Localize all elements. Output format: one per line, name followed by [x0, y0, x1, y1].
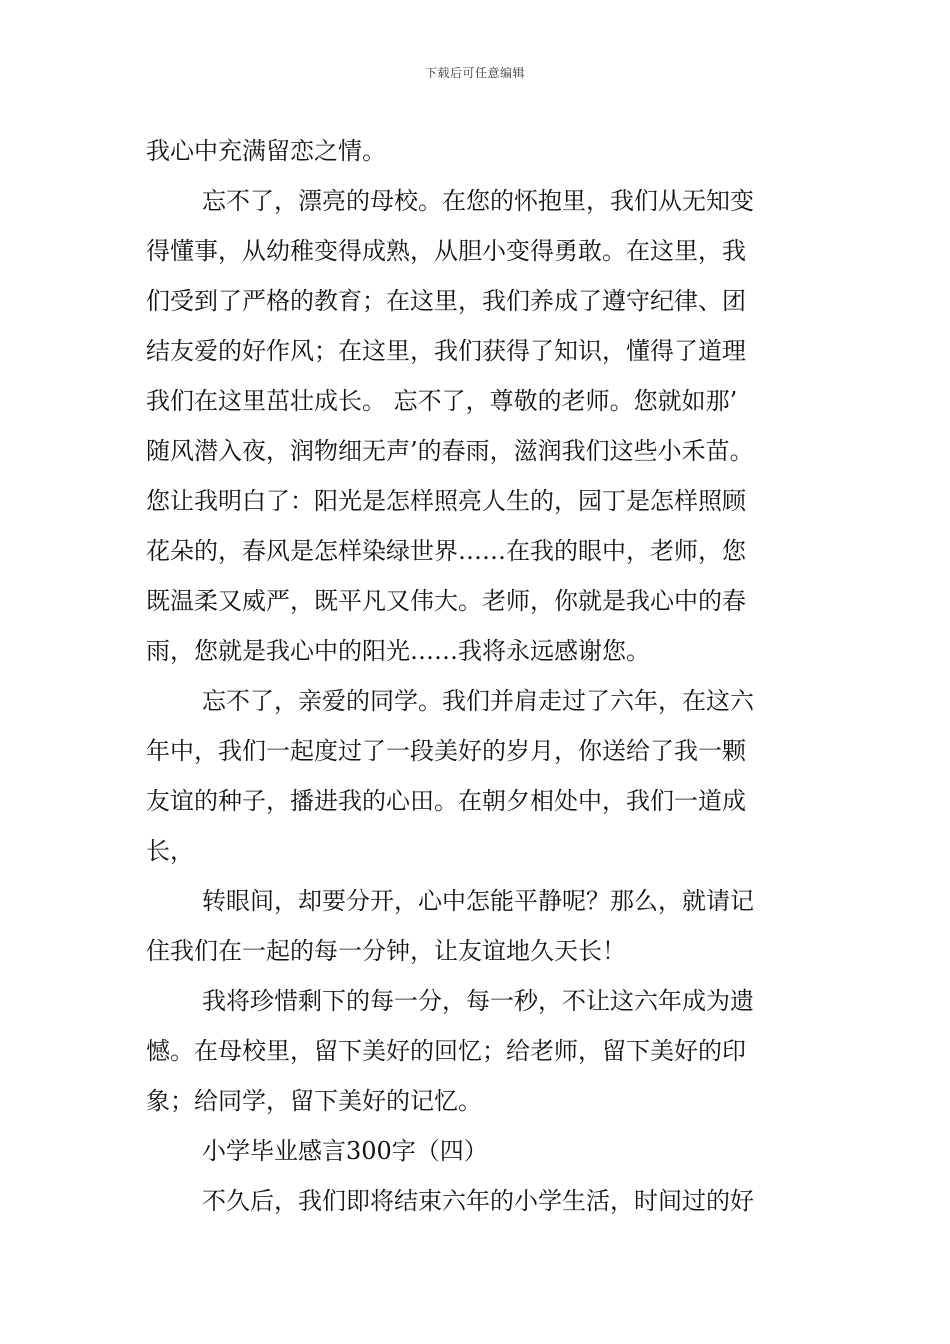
text-line: 住我们在一起的每一分钟，让友谊地久天长！ [146, 937, 626, 965]
text-line: 憾。在母校里，留下美好的回忆；给老师，留下美好的印 [146, 1037, 746, 1065]
text-line: 友谊的种子，播进我的心田。在朝夕相处中，我们一道成 [146, 787, 746, 815]
body-text [146, 126, 821, 1226]
text-line: 我心中充满留恋之情。 [146, 137, 386, 165]
text-line: 雨，您就是我心中的阳光……我将永远感谢您。 [146, 637, 650, 665]
page-header-note: 下载后可任意编辑 [424, 66, 525, 80]
text-line: 得懂事，从幼稚变得成熟，从胆小变得勇敢。在这里，我 [146, 237, 746, 265]
text-line: 忘不了，漂亮的母校。在您的怀抱里，我们从无知变 [202, 187, 754, 215]
text-line: 我将珍惜剩下的每一分，每一秒，不让这六年成为遗 [202, 987, 754, 1015]
text-line: 我们在这里茁壮成长。 忘不了，尊敬的老师。您就如那’ [146, 387, 738, 415]
text-line: 转眼间，却要分开，心中怎能平静呢？那么，就请记 [202, 887, 754, 915]
text-line: 随风潜入夜，润物细无声’的春雨，滋润我们这些小禾苗。 [146, 437, 754, 465]
text-line: 象；给同学，留下美好的记忆。 [146, 1087, 482, 1115]
text-line: 既温柔又威严，既平凡又伟大。老师，你就是我心中的春 [146, 587, 746, 615]
text-line: 忘不了，亲爱的同学。我们并肩走过了六年，在这六 [202, 687, 754, 715]
text-line: 您让我明白了：阳光是怎样照亮人生的，园丁是怎样照顾 [146, 487, 746, 515]
text-line: 年中，我们一起度过了一段美好的岁月，你送给了我一颗 [146, 737, 746, 765]
text-line: 不久后，我们即将结束六年的小学生活，时间过的好 [202, 1187, 754, 1215]
text-line: 结友爱的好作风；在这里，我们获得了知识，懂得了道理 [146, 337, 746, 365]
text-line: 们受到了严格的教育；在这里，我们养成了遵守纪律、团 [146, 287, 746, 315]
text-line: 花朵的，春风是怎样染绿世界……在我的眼中，老师，您 [146, 537, 746, 565]
text-line: 长， [146, 837, 194, 865]
text-line: 小学毕业感言300字（四） [202, 1137, 488, 1165]
